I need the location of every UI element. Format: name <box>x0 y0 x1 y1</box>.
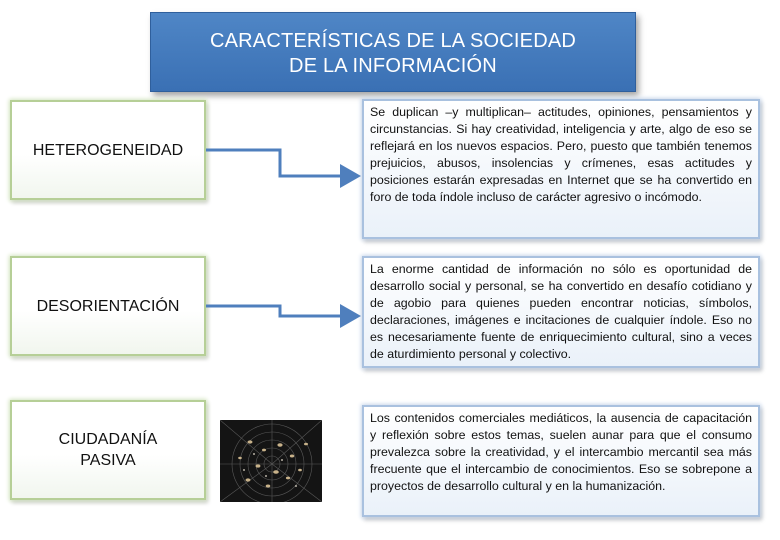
description-text: Los contenidos comerciales mediáticos, la ausencia de capacitación y reflexión sobre estos temas, suelen aunar para que el consumo prevalezca sobre la creatividad, y el intercambio mercantil sea más frecuente que el intercambio de conocimientos. Eso se sobrepone a proyectos de desarrollo cultural y en la humanización. <box>370 411 752 493</box>
spider-web-image <box>220 420 322 502</box>
label-text: HETEROGENEIDAD <box>32 141 184 159</box>
description-text: Se duplican –y multiplican– actitudes, opiniones, pensamientos y circunstancias. Si hay creatividad, inteligencia y arte, algo de eso se reflejará en los nuevos espacios. Pero, puesto que también tenemos prejuicios, abusos, insolencias y crímenes, esas actitudes y posiciones estarán expresadas en Internet que se ha convertido en foro de toda índole incluso de carácter agresivo o incómodo. <box>370 105 752 204</box>
page-title: CARACTERÍSTICAS DE LA SOCIEDAD DE LA INFORMACIÓN <box>209 30 577 77</box>
label-text: DESORIENTACIÓN <box>36 297 180 315</box>
label-text: CIUDADANÍA PASIVA <box>58 431 158 469</box>
connector-arrow-2 <box>206 306 358 316</box>
description-text: La enorme cantidad de información no sólo es oportunidad de desarrollo social y personal, se ha convertido en desafío cotidiano y de agobio para quienes pueden encontrar noticias, símbolos, declaraciones, imágenes e incitaciones de cualquier índole. Eso no es necesariamente fuente de enriquecimiento cultural, sino a veces de aturdimiento personal y colectivo. <box>370 262 752 361</box>
connector-arrow-1 <box>206 150 358 176</box>
